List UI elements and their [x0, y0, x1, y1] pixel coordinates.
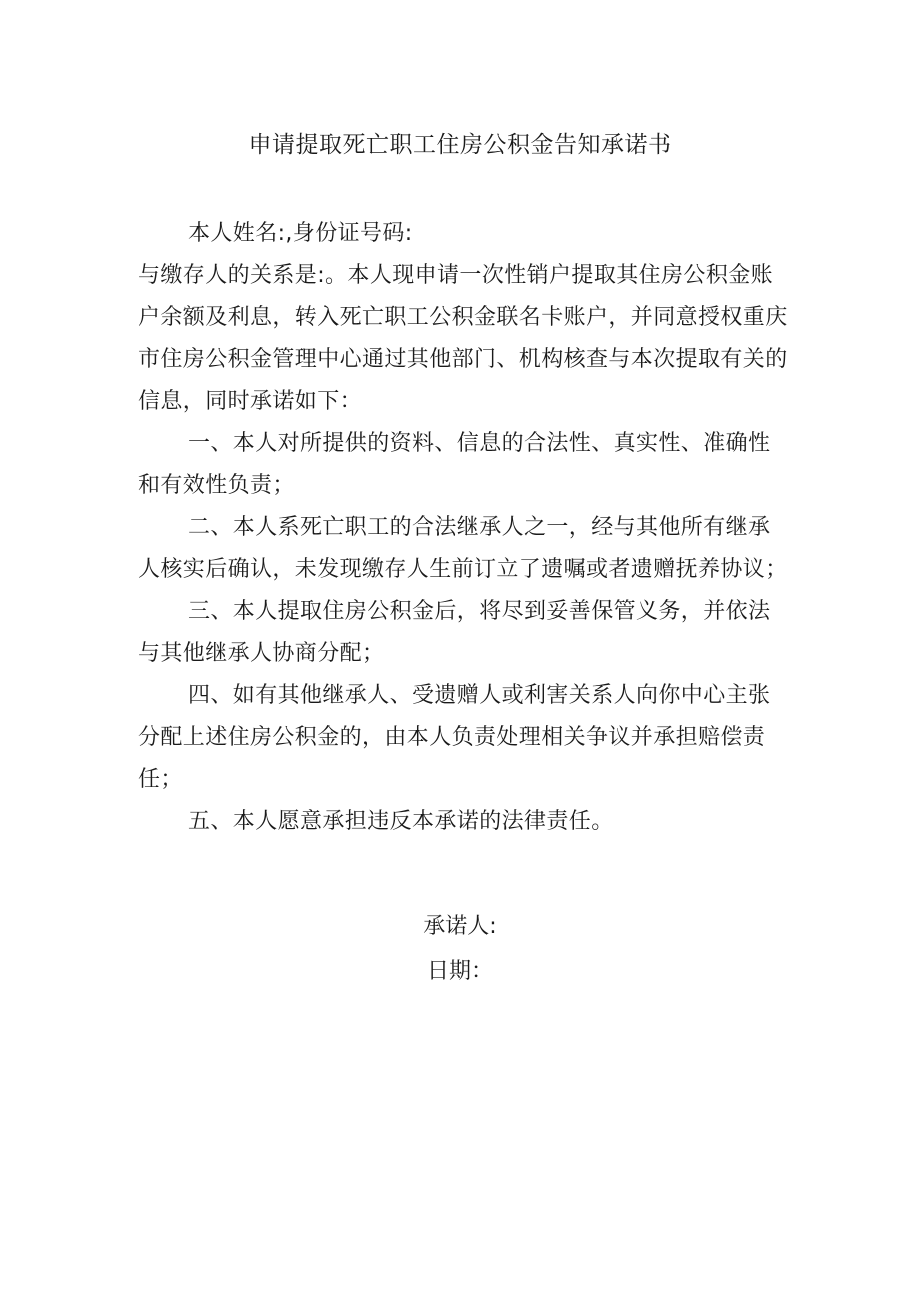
- document-body: [138, 213, 788, 843]
- date-label: 日期：: [426, 959, 493, 984]
- commitment-item-5: 五、本人愿意承担违反本承诺的法律责任。: [188, 809, 614, 834]
- name-id-line: 本人姓名:,身份证号码:: [188, 221, 413, 246]
- commitment-item-4: 四、如有其他继承人、受遗赠人或利害关系人向你中心主张分配上述住房公积金的，由本人负责处理相关争议并承担赔偿责任；: [138, 683, 771, 792]
- commitment-item-2: 二、本人系死亡职工的合法继承人之一，经与其他所有继承人核实后确认，未发现缴存人生前订立了遗嘱或者遗赠抚养协议；: [138, 515, 788, 582]
- commitment-item-3: 三、本人提取住房公积金后，将尽到妥善保管义务，并依法与其他继承人协商分配；: [138, 599, 771, 666]
- commitment-item-1: 一、本人对所提供的资料、信息的合法性、真实性、准确性和有效性负责；: [138, 431, 771, 498]
- promisor-label: 承诺人:: [423, 914, 497, 939]
- document-title: 申请提取死亡职工住房公积金告知承诺书: [248, 132, 672, 158]
- relation-paragraph: 与缴存人的关系是:。本人现申请一次性销户提取其住房公积金账户余额及利息，转入死亡职工公积金联名卡账户，并同意授权重庆市住房公积金管理中心通过其他部门、机构核查与本次提取有关的信息，同时承诺如下：: [138, 263, 788, 414]
